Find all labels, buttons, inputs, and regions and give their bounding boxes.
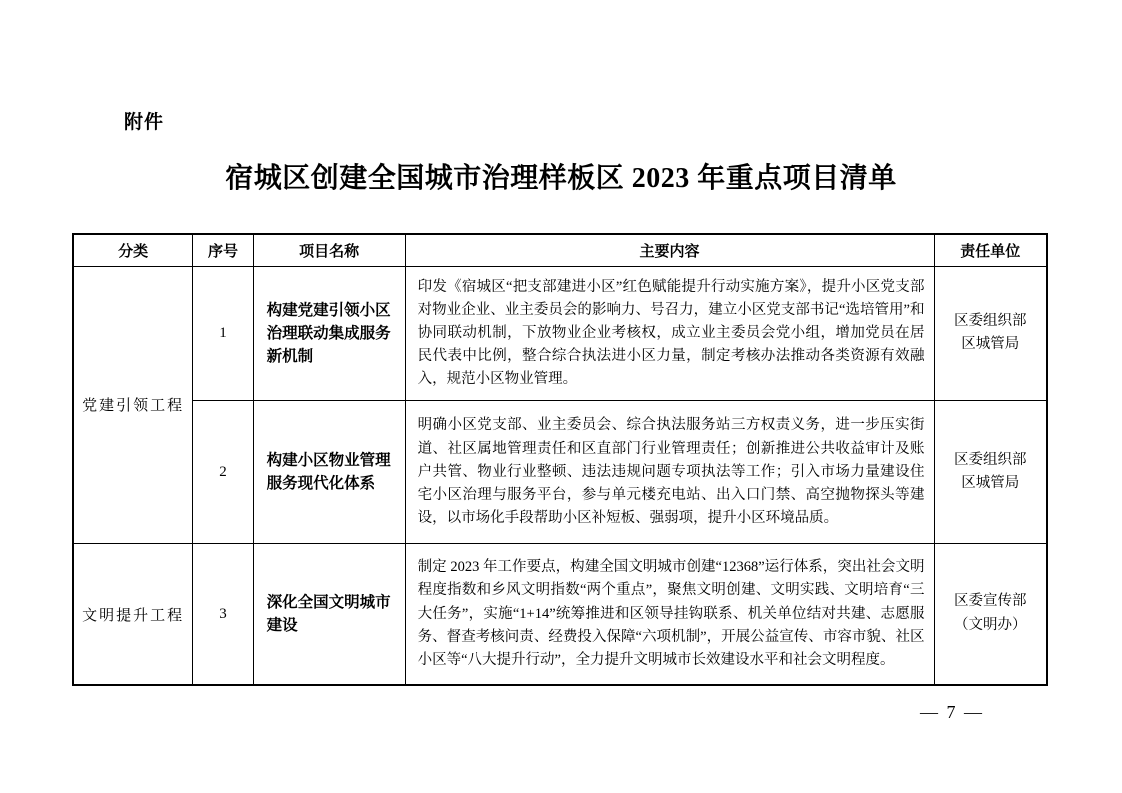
responsible-unit-line: 区委组织部 (954, 451, 1027, 468)
category-cell: 文明提升工程 (73, 544, 193, 685)
responsible-unit-line: 区委组织部 (954, 312, 1027, 329)
table-row (73, 401, 1047, 544)
responsible-unit-cell (934, 266, 1047, 401)
responsible-unit-line: （文明办） (954, 617, 1027, 634)
header-project-name: 项目名称 (253, 234, 405, 266)
row-number-cell: 3 (193, 544, 253, 685)
project-name-cell: 构建小区物业管理服务现代化体系 (253, 401, 405, 544)
header-category: 分类 (73, 234, 193, 266)
responsible-unit-cell (934, 544, 1047, 685)
row-number-cell: 2 (193, 401, 253, 544)
main-content-cell: 制定 2023 年工作要点，构建全国文明城市创建“12368”运行体系，突出社会文明程度指数和乡风文明指数“两个重点”，聚焦文明创建、文明实践、文明培育“三大任务”，实施“1+14”统筹推进和区领导挂钩联系、机关单位结对共建、志愿服务、督查考核问责、经费投入保障“六项机制”，开展公益宣传、市容市貌、社区小区等“八大提升行动”，全力提升文明城市长效建设水平和社会文明程度。 (405, 544, 934, 685)
responsible-unit-line: 区城管局 (961, 475, 1020, 492)
projects-table (72, 233, 1048, 686)
responsible-unit-cell (934, 401, 1047, 544)
table-row (73, 266, 1047, 401)
header-responsible-unit: 责任单位 (934, 234, 1047, 266)
category-cell: 党建引领工程 (73, 266, 193, 544)
main-content-cell: 明确小区党支部、业主委员会、综合执法服务站三方权责义务，进一步压实街道、社区属地管理责任和区直部门行业管理责任；创新推进公共收益审计及账户共管、物业行业整顿、违法违规问题专项执法等工作；引入市场力量建设住宅小区治理与服务平台，参与单元楼充电站、出入口门禁、高空抛物探头等建设，以市场化手段帮助小区补短板、强弱项，提升小区环境品质。 (405, 401, 934, 544)
main-content-cell: 印发《宿城区“把支部建进小区”红色赋能提升行动实施方案》，提升小区党支部对物业企业、业主委员会的影响力、号召力，建立小区党支部书记“选培管用”和协同联动机制，下放物业企业考核权，成立业主委员会党小组，增加党员在居民代表中比例，整合综合执法进小区力量，制定考核办法推动各类资源有效融入，规范小区物业管理。 (405, 266, 934, 401)
header-main-content: 主要内容 (405, 234, 934, 266)
page-title: 宿城区创建全国城市治理样板区 2023 年重点项目清单 (225, 163, 897, 194)
project-name-cell: 构建党建引领小区治理联动集成服务新机制 (253, 266, 405, 401)
header-number: 序号 (193, 234, 253, 266)
project-name-cell: 深化全国文明城市建设 (253, 544, 405, 685)
table-row (73, 544, 1047, 685)
projects-table-container (72, 233, 1048, 686)
table-header-row (73, 234, 1047, 266)
attachment-label: 附件 (124, 112, 165, 133)
responsible-unit-line: 区委宣传部 (954, 593, 1027, 610)
responsible-unit-line: 区城管局 (961, 336, 1020, 353)
page-number: — 7 — (920, 702, 984, 722)
row-number-cell: 1 (193, 266, 253, 401)
